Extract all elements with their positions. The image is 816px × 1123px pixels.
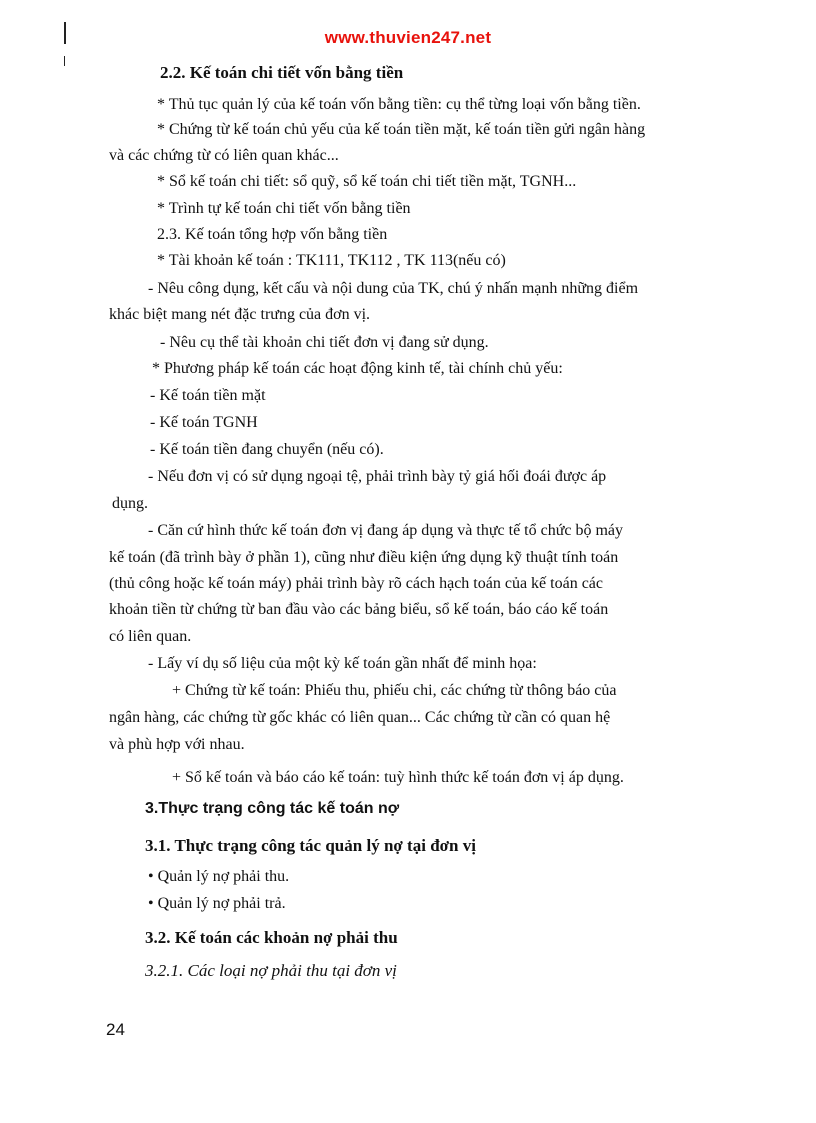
paragraph-line: và phù hợp với nhau. <box>109 736 245 753</box>
paragraph-line: * Thủ tục quản lý của kế toán vốn bằng tiền: cụ thể từng loại vốn bằng tiền. <box>157 96 641 113</box>
paragraph-line: - Nêu cụ thể tài khoản chi tiết đơn vị đang sử dụng. <box>160 334 489 351</box>
subsection-heading-2-3: 2.3. Kế toán tổng hợp vốn bằng tiền <box>157 226 388 243</box>
paragraph-line: * Tài khoản kế toán : TK111, TK112 , TK 113(nếu có) <box>157 252 506 269</box>
margin-mark <box>64 56 65 66</box>
paragraph-line: kế toán (đã trình bày ở phần 1), cũng như điều kiện ứng dụng kỹ thuật tính toán <box>109 549 619 566</box>
paragraph-line: khác biệt mang nét đặc trưng của đơn vị. <box>109 306 371 323</box>
bullet-item: • Quản lý nợ phải trả. <box>148 895 286 912</box>
page-number: 24 <box>106 1020 125 1039</box>
paragraph-line: - Nêu công dụng, kết cấu và nội dung của TK, chú ý nhấn mạnh những điểm <box>148 280 639 297</box>
paragraph-line: - Căn cứ hình thức kế toán đơn vị đang áp dụng và thực tế tổ chức bộ máy <box>148 522 624 539</box>
paragraph-line: có liên quan. <box>109 628 192 645</box>
bullet-item: • Quản lý nợ phải thu. <box>148 868 290 885</box>
paragraph-line: * Sổ kế toán chi tiết: sổ quỹ, sổ kế toán chi tiết tiền mặt, TGNH... <box>157 173 577 190</box>
paragraph-line: * Phương pháp kế toán các hoạt động kinh tế, tài chính chủ yếu: <box>152 360 563 377</box>
subsection-heading-3-2: 3.2. Kế toán các khoản nợ phải thu <box>145 928 398 947</box>
paragraph-line: + Chứng từ kế toán: Phiếu thu, phiếu chi, các chứng từ thông báo của <box>172 682 617 699</box>
subsection-heading-3-1: 3.1. Thực trạng công tác quản lý nợ tại đơn vị <box>145 836 476 855</box>
subsection-heading-3-2-1: 3.2.1. Các loại nợ phải thu tại đơn vị <box>145 961 397 980</box>
paragraph-line: (thủ công hoặc kế toán máy) phải trình bày rõ cách hạch toán của kế toán các <box>109 575 604 592</box>
paragraph-line: * Chứng từ kế toán chủ yếu của kế toán tiền mặt, kế toán tiền gửi ngân hàng <box>157 121 646 138</box>
paragraph-line: - Lấy ví dụ số liệu của một kỳ kế toán gần nhất để minh họa: <box>148 655 537 672</box>
paragraph-line: + Sổ kế toán và báo cáo kế toán: tuỳ hình thức kế toán đơn vị áp dụng. <box>172 769 624 786</box>
list-item: - Kế toán TGNH <box>150 414 258 431</box>
paragraph-line: - Nếu đơn vị có sử dụng ngoại tệ, phải trình bày tỷ giá hối đoái được áp <box>148 468 607 485</box>
paragraph-line: dụng. <box>112 495 148 512</box>
paragraph-line: * Trình tự kế toán chi tiết vốn bằng tiền <box>157 200 411 217</box>
list-item: - Kế toán tiền đang chuyển (nếu có). <box>150 441 384 458</box>
watermark-url[interactable]: www.thuvien247.net <box>324 28 492 47</box>
paragraph-line: và các chứng từ có liên quan khác... <box>109 147 339 164</box>
section-heading-2-2: 2.2. Kế toán chi tiết vốn bằng tiền <box>160 63 404 82</box>
paragraph-line: ngân hàng, các chứng từ gốc khác có liên quan... Các chứng từ cần có quan hệ <box>109 709 611 726</box>
paragraph-line: khoản tiền từ chứng từ ban đầu vào các bảng biểu, sổ kế toán, báo cáo kế toán <box>109 601 609 618</box>
section-heading-3: 3.Thực trạng công tác kế toán nợ <box>145 800 400 817</box>
list-item: - Kế toán tiền mặt <box>150 387 266 404</box>
